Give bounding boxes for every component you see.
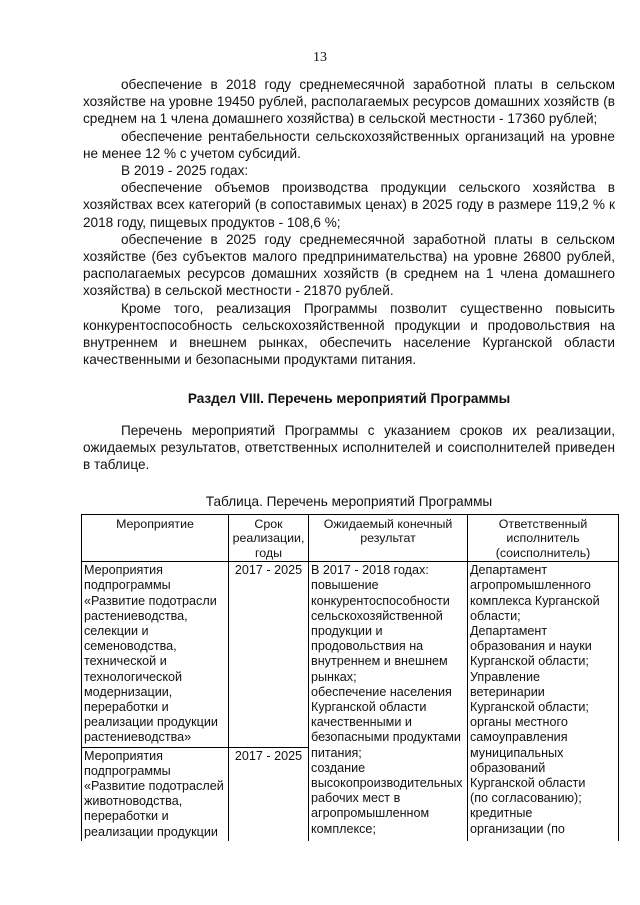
paragraph-competitiveness: Кроме того, реализация Программы позволит существенно повысить конкурентоспособность сельскохозяйственной продукции и продовольствия на внутреннем и внешнем рынках, обеспечить население Курганской области качественными и безопасными продуктами питания.: [83, 300, 615, 368]
cell-measure-livestock: Мероприятия подпрограммы «Развитие подотраслей животноводства, переработки и реализации продукции: [82, 747, 229, 841]
intro-paragraph: Перечень мероприятий Программы с указанием сроков их реализации, ожидаемых результатов, ответственных исполнителей и соисполнителей приведен в таблице.: [83, 422, 615, 473]
paragraph-wages-2025: обеспечение в 2025 году среднемесячной заработной платы в сельском хозяйстве (без субъектов малого предпринимательства) на уровне 26800 рублей, располагаемых ресурсов домашних хозяйств (в среднем на 1 члена домашнего хозяйства) в сельской местности - 21870 рублей.: [83, 231, 615, 299]
header-period: Срок реализации, годы: [229, 515, 309, 562]
header-result: Ожидаемый конечный результат: [309, 515, 468, 562]
cell-expected-result: В 2017 - 2018 годах: повышение конкурентоспособности сельскохозяйственной продукции и продовольствия на внутреннем и внешнем рынках; обеспечение населения Курганской области качественными и безопасными продуктами питания; создание высокопроизводительных рабочих мест в агропромышленном комплексе;: [309, 562, 468, 841]
page-number: 13: [313, 50, 327, 65]
document-body: [83, 76, 615, 519]
cell-period-livestock: 2017 - 2025: [229, 747, 309, 841]
cell-period-crop: 2017 - 2025: [229, 562, 309, 747]
measures-table: [81, 514, 619, 841]
cell-measure-crop: Мероприятия подпрограммы «Развитие подотрасли растениеводства, селекции и семеноводства, технической и технологической модернизации, переработки и реализации продукции растениеводства»: [82, 562, 229, 747]
header-measure: Мероприятие: [82, 515, 229, 562]
paragraph-wages-2018: обеспечение в 2018 году среднемесячной заработной платы в сельском хозяйстве на уровне 19450 рублей, располагаемых ресурсов домашних хозяйств (в среднем на 1 члена домашнего хозяйства) в сельской местности - 17360 рублей;: [83, 77, 615, 127]
paragraph-period-2019-2025: В 2019 - 2025 годах:: [121, 163, 249, 179]
section-heading: Раздел VIII. Перечень мероприятий Программы: [187, 391, 511, 407]
table-caption: Таблица. Перечень мероприятий Программы: [205, 494, 493, 510]
cell-executor: Департамент агропромышленного комплекса Курганской области; Департамент образования и науки Курганской области; Управление ветеринарии Курганской области; органы местного самоуправления муниципальных образований Курганской области (по согласованию); кредитные организации (по: [468, 562, 619, 841]
header-executor: Ответственный исполнитель (соисполнитель): [468, 515, 619, 562]
paragraph-profitability: обеспечение рентабельности сельскохозяйственных организаций на уровне не менее 12 % с учетом субсидий.: [83, 128, 615, 161]
table-header-row: [82, 515, 619, 562]
paragraph-production-volume: обеспечение объемов производства продукции сельского хозяйства в хозяйствах всех категорий (в сопоставимых ценах) в 2025 году в размере 119,2 % к 2018 году, пищевых продуктов - 108,6 %;: [83, 180, 615, 230]
table-row: [82, 562, 619, 747]
